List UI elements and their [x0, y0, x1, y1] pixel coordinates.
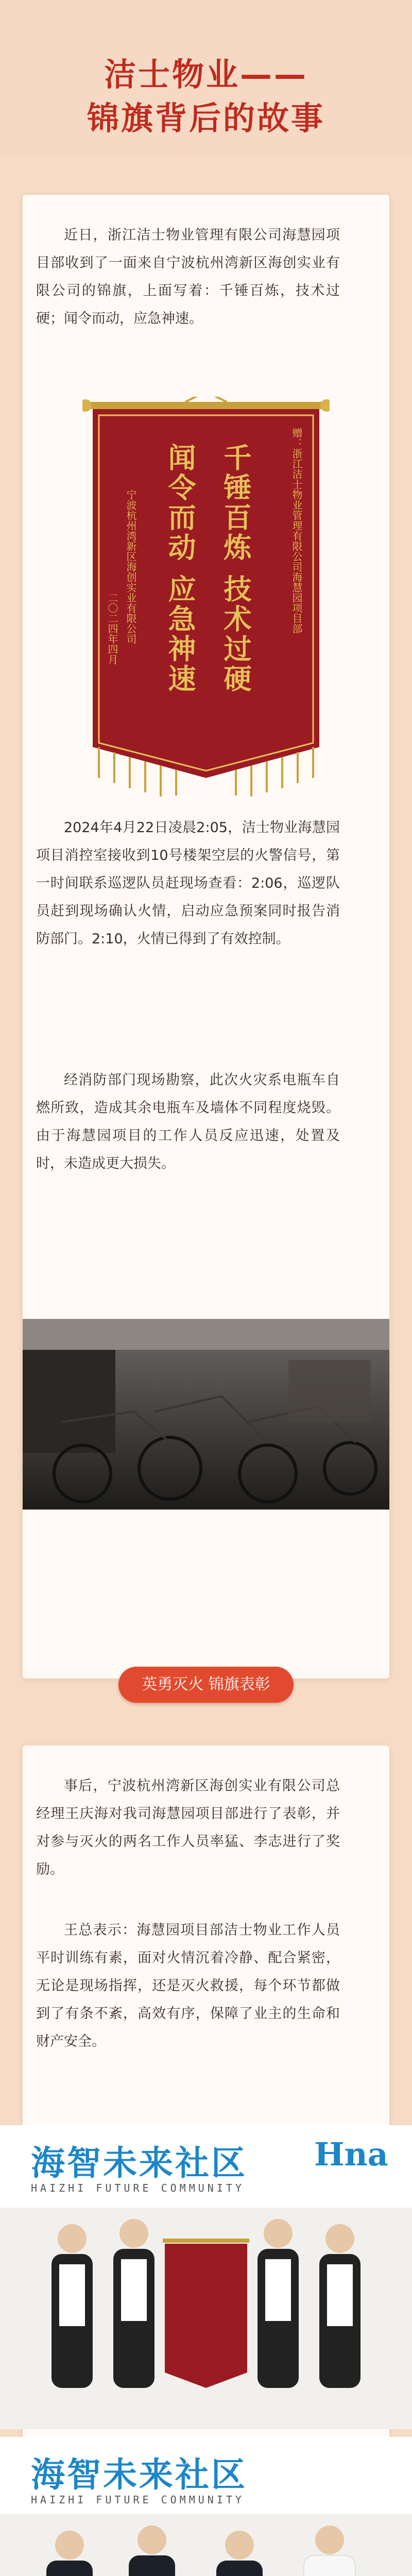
banner-recipient: 赠：浙江洁士物业管理有限公司海慧园项目部: [290, 428, 303, 634]
intro-paragraph: 近日，浙江洁士物业管理有限公司海慧园项目部收到了一面来自宁波杭州湾新区海创实业有限公司的锦旗，上面写着：千锤百炼，技术过硬；闻令而动，应急神速。: [36, 227, 340, 327]
banner-donor: 宁波杭州湾新区海创实业有限公司: [125, 489, 137, 644]
investigation-paragraph: 经消防部门现场勘察，此次火灾系电瓶车自燃所致，造成其余电瓶车及墙体不同程度烧毁。由于海慧园项目的工作人员反应迅速，处置及时，未造成更大损失。: [36, 1072, 340, 1172]
praise-paragraph: 王总表示：海慧园项目部洁士物业工作人员平时训练有素，面对火情沉着冷静、配合紧密，无论是现场指挥，还是灭火救援，每个环节都做到了有条不紊，高效有序，保障了业主的生命和财产安全。: [36, 1922, 340, 2049]
banner-line1: 千锤百炼 技术过硬: [219, 443, 252, 694]
fire-scene-photo: [0, 1319, 412, 1510]
banner-date: 二〇二四年四月: [106, 592, 118, 665]
brand-subtitle: HAIZHI FUTURE COMMUNITY: [31, 2494, 245, 2506]
award-photo-1: [0, 2125, 412, 2429]
section-pill-label: 英勇灭火 锦旗表彰: [118, 1667, 294, 1703]
header: [0, 0, 412, 155]
brand-logo: Hna: [314, 2136, 388, 2173]
award-photo-2: [0, 2437, 412, 2576]
brand-subtitle: HAIZHI FUTURE COMMUNITY: [31, 2182, 245, 2194]
banner-line2: 闻令而动 应急神速: [164, 443, 197, 694]
group-photo-figures-1: [0, 2208, 412, 2429]
silk-banner-image: [82, 397, 330, 799]
incident-paragraph: 2024年4月22日凌晨2:05，洁士物业海慧园项目消控室接收到10号楼架空层的火警信号，第一时间联系巡逻队员赶现场查看：2:06，巡逻队员赶到现场确认火情，启动应急预案同时报告消防部门。2:10，火情已得到了有效控制。: [36, 820, 340, 947]
group-photo-figures-2: [0, 2514, 412, 2576]
brand-text: 海智未来社区: [31, 2455, 247, 2495]
page-title-line2: 锦旗背后的故事: [87, 99, 325, 137]
brand-text: 海智未来社区: [31, 2143, 247, 2183]
award-paragraph: 事后，宁波杭州湾新区海创实业有限公司总经理王庆海对我司海慧园项目部进行了表彰，并对参与灭火的两名工作人员率猛、李志进行了奖励。: [36, 1778, 340, 1877]
page-title-line1: 洁士物业——: [104, 56, 308, 93]
